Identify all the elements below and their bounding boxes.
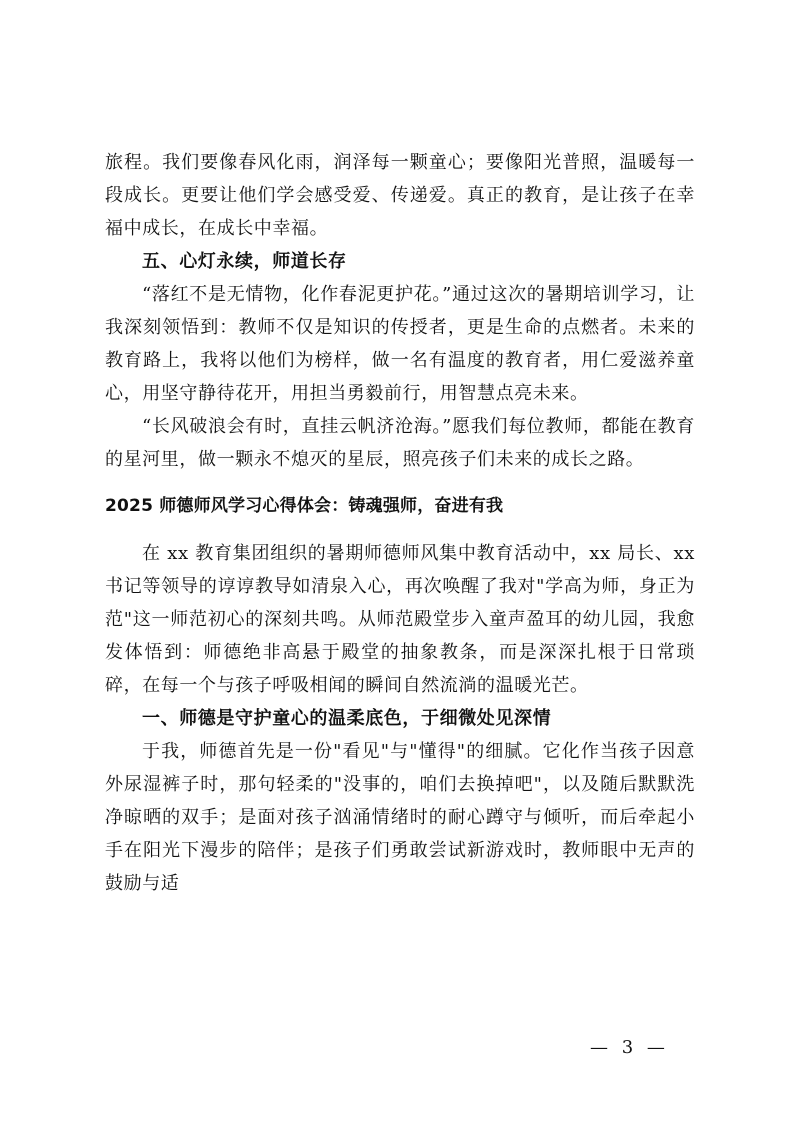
section-1-paragraph: 于我，师德首先是一份"看见"与"懂得"的细腻。它化作当孩子因意外尿湿裤子时，那句轻柔的"没事的，咱们去换掉吧"，以及随后默默洗净晾晒的双手；是面对孩子汹涌情绪时的耐心蹲守与倾听，而后牵起小手在阳光下漫步的陪伴；是孩子们勇敢尝试新游戏时，教师眼中无声的鼓励与适 bbox=[105, 741, 695, 894]
page-number: — 3 — bbox=[590, 1037, 669, 1058]
section-5-paragraph-1: “落红不是无情物，化作春泥更护花。”通过这次的暑期培训学习，让我深刻领悟到：教师不仅是知识的传授者，更是生命的点燃者。未来的教育路上，我将以他们为榜样，做一名有温度的教育者，用仁爱滋养童心，用坚守静待花开，用担当勇毅前行，用智慧点亮未来。 bbox=[105, 284, 695, 404]
section-heading-1: 一、师德是守护童心的温柔底色，于细微处见深情 bbox=[142, 708, 552, 729]
section-heading-5: 五、心灯永续，师道长存 bbox=[142, 251, 347, 272]
section-5-paragraph-2: “长风破浪会有时，直挂云帆济沧海。”愿我们每位教师，都能在教育的星河里，做一颗永不熄灭的星辰，照亮孩子们未来的成长之路。 bbox=[105, 416, 695, 470]
page-content bbox=[105, 146, 695, 900]
continuation-paragraph: 旅程。我们要像春风化雨，润泽每一颗童心；要像阳光普照，温暖每一段成长。更要让他们学会感受爱、传递爱。真正的教育，是让孩子在幸福中成长，在成长中幸福。 bbox=[105, 152, 695, 239]
article-title: 2025 师德师风学习心得体会：铸魂强师，奋进有我 bbox=[105, 496, 504, 516]
article-intro-paragraph: 在 xx 教育集团组织的暑期师德师风集中教育活动中，xx 局长、xx 书记等领导的谆谆教导如清泉入心，再次唤醒了我对"学高为师，身正为范"这一师范初心的深刻共鸣。从师范殿堂步入童声盈耳的幼儿园，我愈发体悟到：师德绝非高悬于殿堂的抽象教条，而是深深扎根于日常琐碎，在每一个与孩子呼吸相闻的瞬间自然流淌的温暖光芒。 bbox=[105, 543, 695, 696]
